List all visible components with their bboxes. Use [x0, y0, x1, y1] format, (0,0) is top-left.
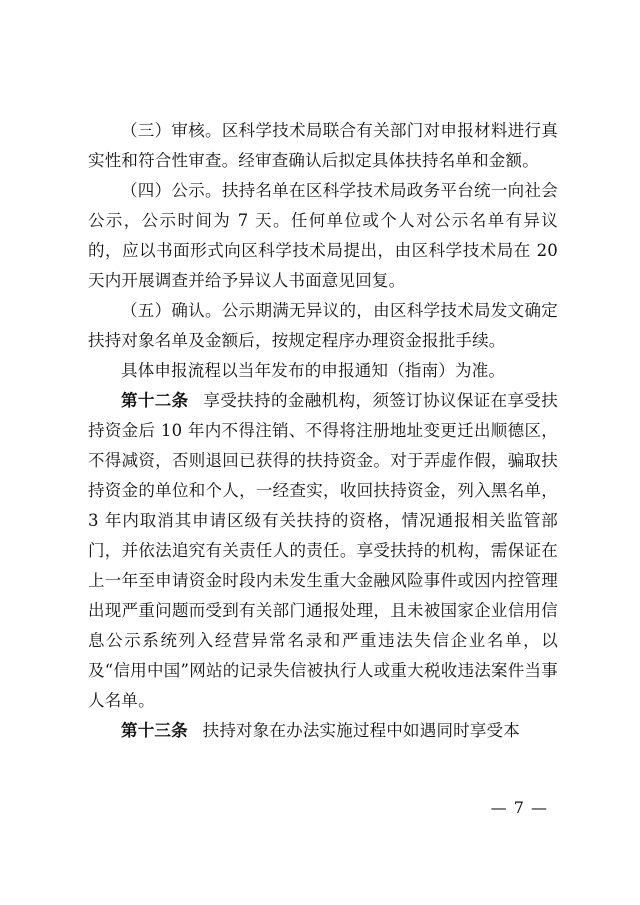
paragraph-text: （五）确认。公示期满无异议的，由区科学技术局发文确定扶持对象名单及金额后，按规定程序办理资金报批手续。	[88, 301, 558, 350]
paragraph-text: 扶持对象在办法实施过程中如遇同时享受本	[202, 721, 520, 740]
paragraph-text: 具体申报流程以当年发布的申报通知（指南）为准。	[121, 361, 506, 380]
page-number: — 7 —	[490, 798, 548, 817]
paragraph-text: （四）公示。扶持名单在区科学技术局政务平台统一向社会公示，公示时间为 7 天。任何单位或个人对公示名单有异议的，应以书面形式向区科学技术局提出，由区科学技术局在 20 天内开展调查并给予异议人书面意见回复。	[88, 181, 558, 290]
paragraph-review	[88, 116, 558, 176]
article-number: 第十二条	[121, 391, 189, 410]
paragraph-article-12	[88, 386, 558, 716]
article-number: 第十三条	[121, 721, 188, 740]
body-text	[88, 116, 558, 746]
paragraph-publicity	[88, 176, 558, 296]
paragraph-text: （三）审核。区科学技术局联合有关部门对申报材料进行真实性和符合性审查。经审查确认后拟定具体扶持名单和金额。	[88, 121, 558, 170]
paragraph-text: 享受扶持的金融机构，须签订协议保证在享受扶持资金后 10 年内不得注销、不得将注册地址变更迁出顺德区，不得减资，否则退回已获得的扶持资金。对于弄虚作假，骗取扶持资金的单位和个人，一经查实，收回扶持资金，列入黑名单，3 年内取消其申请区级有关扶持的资格，情况通报相关监管部门，并依法追究有关责任人的责任。享受扶持的机构，需保证在上一年至申请资金时段内未发生重大金融风险事件或因内控管理出现严重问题而受到有关部门通报处理，且未被国家企业信用信息公示系统列入经营异常名录和严重违法失信企业名单，以及“信用中国”网站的记录失信被执行人或重大税收违法案件当事人名单。	[88, 391, 558, 710]
paragraph-guideline	[88, 356, 558, 386]
paragraph-confirmation	[88, 296, 558, 356]
paragraph-article-13	[88, 716, 558, 746]
